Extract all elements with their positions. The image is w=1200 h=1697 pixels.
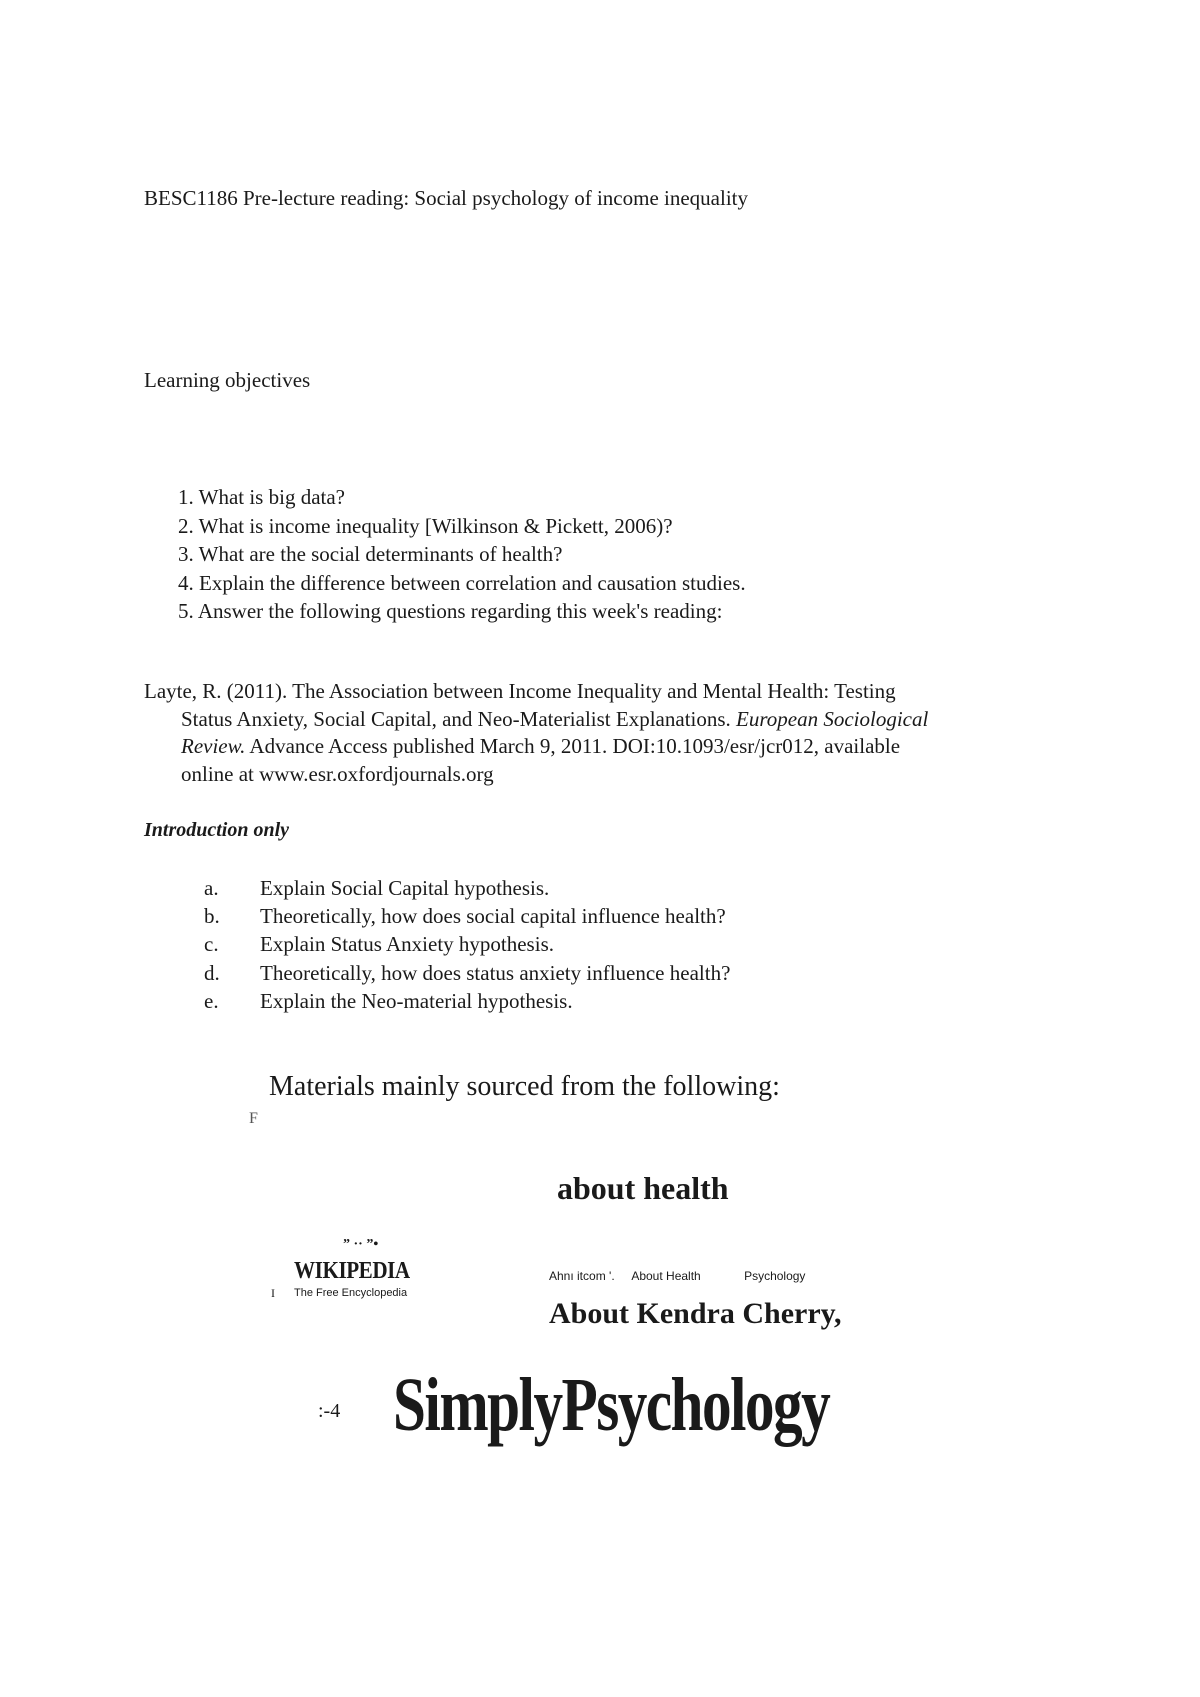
objective-item: 1. What is big data? bbox=[178, 485, 345, 509]
journal-name: European Sociological bbox=[736, 706, 929, 731]
question-item bbox=[204, 987, 730, 1015]
question-letter: a. bbox=[204, 876, 219, 900]
question-text: Explain Status Anxiety hypothesis. bbox=[260, 932, 554, 957]
reading-citation bbox=[144, 678, 928, 788]
objective-item: 4. Explain the difference between correlation and causation studies. bbox=[178, 570, 746, 595]
question-item bbox=[204, 902, 730, 930]
question-letter: b. bbox=[204, 904, 220, 929]
citation-line bbox=[144, 733, 928, 761]
question-text: Theoretically, how does social capital influence health? bbox=[260, 904, 726, 929]
question-item bbox=[204, 959, 730, 987]
question-item bbox=[204, 930, 730, 958]
question-text: Theoretically, how does status anxiety influence health? bbox=[260, 960, 731, 985]
simplypsychology-mark: :-4 bbox=[318, 1400, 341, 1422]
sources-heading: Materials mainly sourced from the following: bbox=[269, 1071, 780, 1102]
question-letter: e. bbox=[204, 988, 219, 1013]
about-health-logo: about health bbox=[557, 1170, 729, 1206]
introduction-only-note: Introduction only bbox=[144, 819, 290, 841]
citation-line bbox=[144, 706, 928, 734]
wikipedia-tick-mark: I bbox=[271, 1286, 275, 1300]
objective-item: 3. What are the social determinants of health? bbox=[178, 542, 563, 567]
questions-list bbox=[204, 874, 730, 1015]
about-link: Ahnı itcom '. bbox=[549, 1269, 615, 1283]
simplypsychology-logo: SimplyPsychology bbox=[393, 1363, 830, 1447]
citation-line: Layte, R. (2011). The Association between Income Inequality and Mental Health: Testing bbox=[144, 679, 896, 703]
citation-text: Status Anxiety, Social Capital, and Neo-Materialist Explanations. bbox=[181, 706, 737, 731]
question-text: Explain the Neo-material hypothesis. bbox=[260, 988, 573, 1013]
about-link: About Health bbox=[631, 1269, 701, 1283]
question-item bbox=[204, 874, 730, 902]
about-link: Psychology bbox=[744, 1269, 806, 1283]
citation-line: online at www.esr.oxfordjournals.org bbox=[181, 761, 494, 786]
journal-name: Review. bbox=[181, 734, 246, 758]
question-text: Explain Social Capital hypothesis. bbox=[260, 876, 550, 900]
objective-item: 2. What is income inequality [Wilkinson & Pickett, 2006)? bbox=[178, 513, 673, 538]
objectives-list bbox=[178, 483, 746, 626]
citation-text: Advance Access published March 9, 2011. DOI:10.1093/esr/jcr012, available bbox=[245, 734, 901, 758]
question-letter: d. bbox=[204, 960, 220, 985]
stray-mark: F bbox=[249, 1110, 258, 1127]
wikipedia-globe-glyphs: ” ·· ”• bbox=[343, 1237, 379, 1252]
learning-objectives-heading: Learning objectives bbox=[144, 368, 311, 392]
question-letter: c. bbox=[204, 932, 219, 957]
wikipedia-tagline: The Free Encyclopedia bbox=[294, 1287, 408, 1299]
about-breadcrumb bbox=[549, 1269, 819, 1283]
objective-item: 5. Answer the following questions regarding this week's reading: bbox=[178, 599, 723, 624]
document-title: BESC1186 Pre-lecture reading: Social psychology of income inequality bbox=[144, 186, 749, 210]
kendra-cherry-heading: About Kendra Cherry, bbox=[549, 1297, 842, 1330]
wikipedia-logo: WIKIPEDIA bbox=[294, 1258, 410, 1284]
